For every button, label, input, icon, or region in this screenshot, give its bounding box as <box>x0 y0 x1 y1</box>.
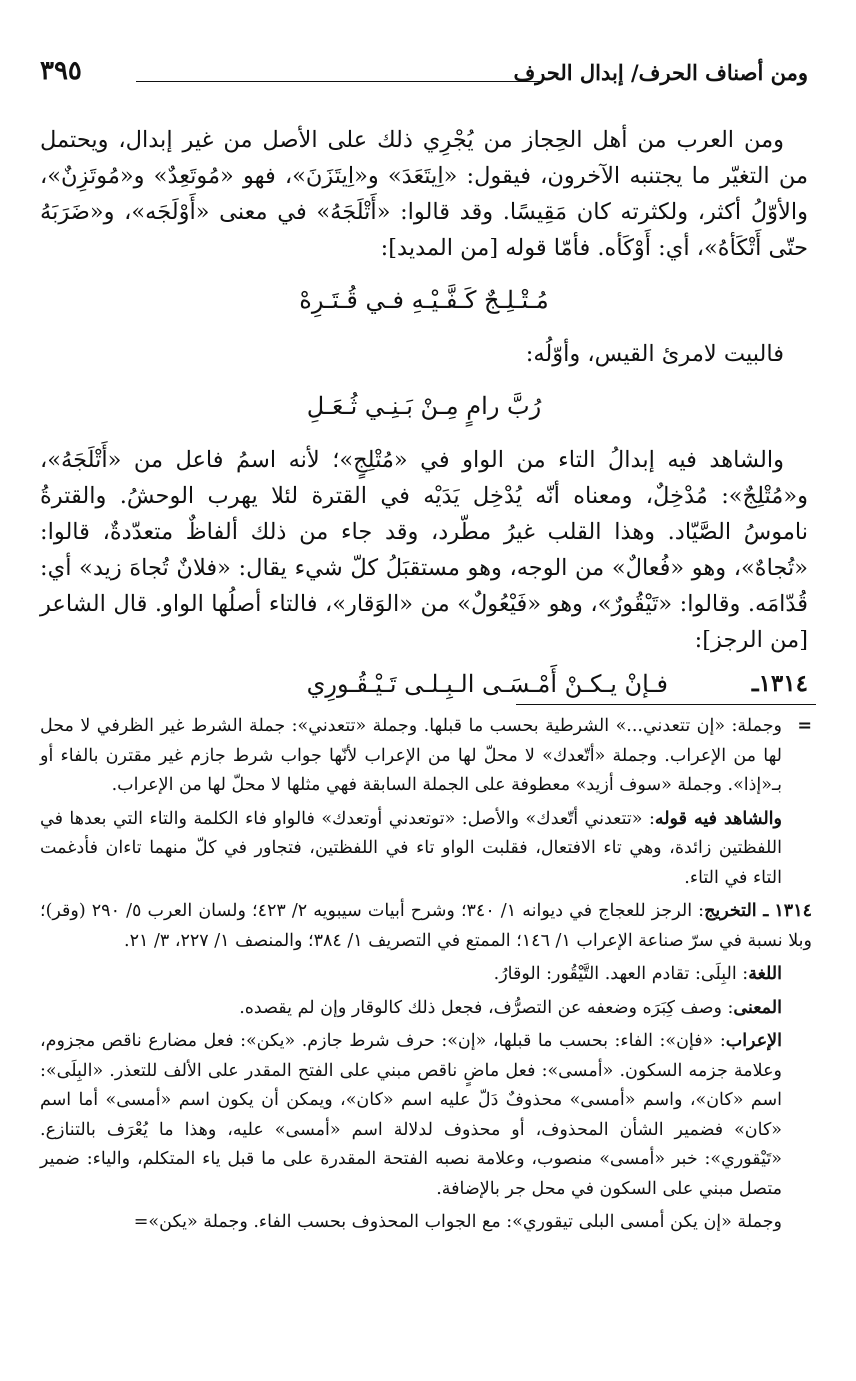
lugha-text: : البِلَى: تقادم العهد. التَّيْقُور: الوقارُ. <box>493 964 749 984</box>
footnote-irab <box>40 1027 812 1204</box>
maana-label: المعنى <box>733 997 782 1018</box>
main-text <box>40 122 808 714</box>
running-head: ومن أصناف الحرف/ إبدال الحرف <box>513 60 808 85</box>
footnote-shahid <box>40 805 812 894</box>
verse-2: رُبَّ رامٍ مِـنْ بَـنِـي ثُـعَـلِ <box>306 392 542 420</box>
takhrij-label: ـ التخريج <box>704 901 769 921</box>
shahid-label: والشاهد فيه قوله <box>654 808 782 829</box>
footnote-last-line: وجملة «إن يكن أمسى البلى تيقوري»: مع الجواب المحذوف بحسب الفاء. وجملة «يكن»= <box>133 1212 782 1232</box>
verse-3 <box>40 666 808 714</box>
irab-text: : «فإن»: الفاء: بحسب ما قبلها، «إن»: حرف شرط جازم. «يكن»: فعل مضارع ناقص مجزوم، وعلامة جزمه السكون. «أمسى»: فعل ماضٍ ناقص مبني على الفتح المقدر على الألف للتعذر. «البِلَى»: اسم «كان»، واسم «أمسى» محذوفٌ دَلّ عليه اسم «كان»، ويمكن أن يكون اسم «أمسى» أما اسم «كان» فضمير الشأن المحذوف، أو محذوف لدلالة اسم «أمسى» عليه، وهذا ما يُعْرَف بالتنازع. «تَيْقوري»: خبر «أمسى» منصوب، وعلامة نصبه الفتحة المقدرة على ما قبل ياء المتكلم، والياء: ضمير متصل مبني على السكون في محل جر بالإضافة. <box>40 1031 782 1199</box>
shahid-text: : «تتعدني أتّعدك» والأصل: «توتعدني أوتعدك» فالواو فاء الكلمة والتاء التي بعدها في اللفظتين زائدة، وهي تاء الافتعال، فقلبت الواو تاء في اللفظتين، فتجاور في كلّ منهما تاءان فأدغمت التاء في التاء. <box>40 808 782 888</box>
verse-1: مُـتْـلِـجٌ كَـفَّـيْـهِ فـي قُـتَـرِهْ <box>299 286 549 314</box>
verse-3-text: فـإنْ يـكـنْ أَمْـسَـى الـبِـلـى تَـيْـقُـورِي <box>306 670 668 698</box>
footnote-separator <box>516 704 816 705</box>
paragraph-3: والشاهد فيه إبدالُ التاء من الواو في «مُتْلِجٍ»؛ لأنه اسمُ فاعل من «أَتْلَجَهُ»، و«مُتْلِجٌ»: مُدْخِلٌ، ومعناه أنّه يُدْخِل يَدَيْه في القترة لئلا يهرب الوحشُ. والقترةُ ناموسُ الصَّيّاد. وهذا القلب غيرُ مطّرد، وقد جاء من ذلك ألفاظٌ متعدّدةٌ، قالوا: «تُجاهٌ»، وهو «فُعالٌ» من الوجه، وهو مستقبَلُ كلّ شيء يقال: «فلانٌ تُجاهَ زيد» أي: قُدّامَه. وقالوا: «تَيْقُورٌ»، وهو «فَيْعُولٌ» من «الوَقار»، فالتاء أصلُها الواو. قال الشاعر [من الرجز]: <box>40 447 808 653</box>
takhrij-text: : الرجز للعجاج في ديوانه ١/ ٣٤٠؛ وشرح أبيات سيبويه ٢/ ٤٢٣؛ ولسان العرب ٥/ ٢٩٠ (وقر)؛ وبلا نسبة في سرّ صناعة الإعراب ١/ ١٤٦؛ الممتع في التصريف ١/ ٣٨٤؛ والمنصف ١/ ٢٢٧، ٣/ ٢١. <box>40 901 812 951</box>
footnotes <box>40 712 812 1242</box>
paragraph-2: فالبيت لامرئ القيس، وأوّلُه: <box>525 341 784 367</box>
paragraph-1: ومن العرب من أهل الحِجاز من يُجْرِي ذلك على الأصل من غير إبدال، ويحتمل من التغيّر ما يجتنبه الآخرون، فيقول: «اِيتَعَدَ» و«اِيتَزَنَ»، فهو «مُوتَعِدٌ» و«مُوتَزِنٌ»، والأوّلُ أكثر، ولكثرته كان مَقِيسًا. وقد قالوا: «أَتْلَجَهُ» في معنى «أَوْلَجَه»، و«ضَرَبَهُ حتّى أَتْكَأهُ»، أي: أَوْكَأه. فأمّا قوله [من المديد]: <box>40 127 808 261</box>
footnote-continued <box>40 712 812 801</box>
irab-label: الإعراب <box>725 1031 782 1051</box>
continuation-mark: = <box>797 716 812 736</box>
page-number: ٣٩٥ <box>40 56 82 86</box>
maana-text: : وصف كِبَرَه وضعفه عن التصرُّف، فجعل ذلك كالوقار وإن لم يقصده. <box>239 997 734 1018</box>
footnote-lugha <box>40 960 812 990</box>
header-rule <box>136 81 540 82</box>
footnote-maana <box>40 994 812 1024</box>
lugha-label: اللغة <box>748 964 782 984</box>
page-header <box>40 56 808 96</box>
footnote-number: ١٣١٤ <box>774 901 813 921</box>
verse-number: ١٣١٤ـ <box>751 670 808 697</box>
footnote-text: وجملة: «إن تتعدني...» الشرطية بحسب ما قبلها. وجملة «تتعدني»: جملة الشرط غير الظرفي لا محل لها من الإعراب. وجملة «أتّعدك» لا محلّ لها من الإعراب لأنّها جواب شرط جازم غير مقترن بالفاء أو بـ«إذا». وجملة «سوف أزيد» معطوفة على الجملة السابقة فهي مثلها لا محلّ لها من الإعراب. <box>40 716 782 795</box>
footnote-1314-takhrij <box>40 897 812 956</box>
